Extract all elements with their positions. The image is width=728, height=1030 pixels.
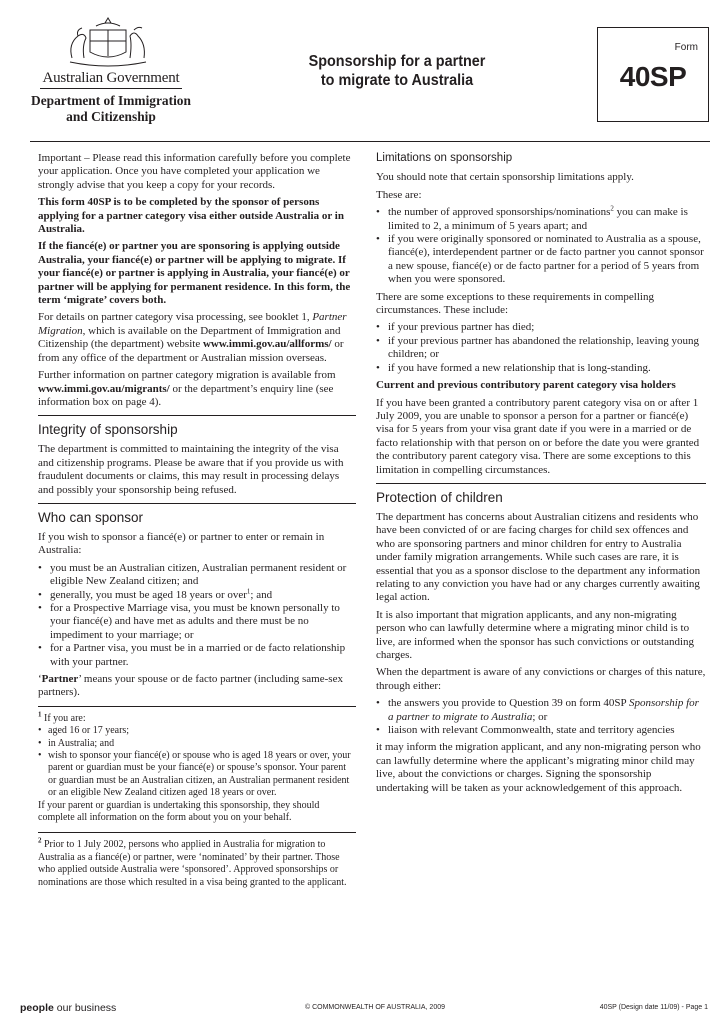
footnote-number: 2: [38, 837, 42, 846]
footnote-2: [38, 832, 356, 889]
page-info: 40SP (Design date 11/09) - Page 1: [599, 1004, 708, 1011]
copyright-text: © COMMONWEALTH OF AUSTRALIA, 2009: [305, 1004, 445, 1011]
list-item: • for a Partner visa, you must be in a married or de facto relationship with your partner.: [38, 642, 356, 669]
list-item-text: ; or: [532, 710, 548, 723]
header-divider: [30, 141, 710, 142]
list-item: [376, 206, 706, 233]
limitations-intro: You should note that certain sponsorship limitations apply.: [376, 171, 634, 184]
page-title: [281, 52, 513, 90]
list-item-text: you can make is limited to 2, a minimum of 5 years apart; and: [388, 206, 688, 232]
details-text-b: , which is available on the Department of Immigration and Citizenship (the department) website: [38, 324, 341, 351]
children-paragraph-2: It is also important that migration applicants, and any non-migrating person who can lawfully determine where a migrating minor child is to live, are informed when the sponsor has such convictions or outstanding charges.: [376, 608, 695, 661]
list-item: • liaison with relevant Commonwealth, state and territory agencies: [376, 724, 706, 737]
children-paragraph-1: The department has concerns about Australian citizens and residents who have been convicted of or are facing charges for child sex offences and who are sponsoring partners and minor children for entry to Australia under family migration arrangements. While such cases are rare, it is essential that you as a sponsor disclose to the department any information relating to any conviction you have had or any charges currently awaiting legal action.: [376, 510, 701, 604]
form-number: 40SP: [619, 61, 687, 92]
partner-definition: [38, 673, 356, 700]
divider: [40, 88, 182, 89]
migrate-definition-text: If the fiancé(e) or partner you are sponsoring is applying outside Australia, your fiancé(e) or partner will be applying to migrate. If your fiancé(e) or partner is applying in Australia, your fiancé(e) or partner will be applying for permanent residence. In this form, the term ‘migrate’ covers both.: [38, 240, 351, 307]
list-item-text: generally, you must be aged 18 years or over: [50, 588, 247, 601]
list-item: • for a Prospective Marriage visa, you must be known personally to your fiancé(e) and have met as adults and there must be no impediment to your marriage; or: [38, 602, 356, 642]
children-paragraph-3: When the department is aware of any convictions or charges of this nature, through either:: [376, 666, 706, 692]
parent-visa-heading: Current and previous contributory parent category visa holders: [376, 379, 676, 392]
list-item: [376, 697, 706, 724]
list-item-text: ; and: [250, 588, 273, 601]
footnote-1-intro: [38, 710, 356, 725]
parent-visa-text: If you have been granted a contributory parent category visa on or after 1 July 2009, you are unable to sponsor a person for a partner or fiancé(e) visa for 5 years from your visa grant date if you were in a married or de facto relationship with that person on or before the date you were granted the contributory parent category visa. There are some exceptions to this limitation in compelling circumstances.: [376, 396, 700, 476]
department-name: [30, 93, 192, 124]
footnote-ref: 1: [246, 586, 251, 595]
right-column: [376, 152, 706, 799]
allforms-link[interactable]: www.immi.gov.au/allforms/: [202, 338, 332, 351]
who-list: [38, 562, 356, 669]
footnote-1-list: [38, 725, 356, 799]
exceptions-list: [376, 321, 706, 375]
brand-tagline: [20, 1002, 116, 1014]
list-item: • if your previous partner has abandoned the relationship, leaving young children; or: [376, 335, 706, 362]
protection-heading: Protection of children: [376, 483, 706, 508]
list-item: • aged 16 or 17 years;: [38, 725, 356, 737]
these-are-text: These are:: [376, 188, 422, 201]
form-title-reference: Sponsorship for a partner to migrate to Australia: [388, 697, 699, 723]
list-item: • if you have formed a new relationship that is long-standing.: [376, 362, 706, 375]
government-name: Australian Government: [42, 70, 180, 86]
form-number-box: [597, 27, 709, 122]
further-text-a: Further information on partner category migration is available from: [38, 369, 336, 382]
brand-rest: our business: [53, 1002, 117, 1014]
list-item: • if you were originally sponsored or nominated to Australia as a spouse, fiancé(e), interdependent partner or de facto partner you cannot sponsor a new spouse, fiancé(e) or de facto partner for a period of 5 years from when you were sponsored.: [376, 233, 706, 287]
footnote-1-end: If your parent or guardian is undertaking this sponsorship, they should complete all information on the form about you on your behalf.: [38, 799, 320, 824]
title-line-1: Sponsorship for a partner: [308, 53, 486, 70]
booklet-title: Partner Migration: [38, 311, 347, 337]
department-line-1: Department of Immigration: [31, 93, 191, 108]
list-item: • you must be an Australian citizen, Australian permanent resident or eligible New Zealand citizen; and: [38, 562, 356, 589]
details-text-a: For details on partner category visa processing, see booklet 1,: [38, 311, 313, 324]
footnote-text: If you are:: [41, 712, 86, 724]
limitations-heading: Limitations on sponsorship: [376, 152, 513, 164]
list-item-text: the number of approved sponsorships/nominations: [388, 206, 611, 219]
migrants-link[interactable]: www.immi.gov.au/migrants/: [38, 382, 170, 395]
form-purpose-text: This form 40SP is to be completed by the sponsor of persons applying for a partner category visa either outside Australia or in Australia.: [38, 196, 344, 236]
further-text-b: or the department’s enquiry line (see information box on page 4).: [38, 382, 334, 408]
footnote-text: Prior to 1 July 2002, persons who applied in Australia for migration to Australia as a fiancé(e) or partner, were ‘nominated’ by their partner. Those who applied outside Australia were ‘sponsored’. Approved sponsorships or nominations are those which resulted in a visa being granted to the applicant.: [38, 839, 347, 888]
details-paragraph: [38, 311, 356, 365]
brand-bold: people: [20, 1002, 54, 1014]
children-paragraph-4: it may inform the migration applicant, and any non-migrating person who can lawfully determine where the applicant’s migrating minor child may live, about the convictions or charges. Signing the sponsorship undertaking will be taken as your acknowledgement of this approach.: [376, 741, 701, 794]
footnote-number: 1: [38, 710, 42, 719]
partner-definition-text: ’ means your spouse or de facto partner (including same-sex partners).: [38, 673, 343, 699]
left-column: [38, 152, 356, 889]
list-item: • wish to sponsor your fiancé(e) or spouse who is aged 18 years or over, your parent or guardian must be your fiancé(e) or spouse’s sponsor. Your parent or guardian must be an Australian citizen, an Australian permanent resident or an eligible New Zealand citizen aged 18 years or over.: [38, 750, 356, 800]
integrity-heading: Integrity of sponsorship: [38, 415, 356, 440]
further-info-paragraph: [38, 369, 356, 409]
who-can-sponsor-heading: Who can sponsor: [38, 503, 356, 528]
intro-text: Important – Please read this information carefully before you complete your application. Once you have completed your application we strongly advise that you keep a copy for your records.: [38, 152, 351, 191]
limitations-list: [376, 206, 706, 286]
title-line-2: to migrate to Australia: [320, 72, 474, 89]
list-item: [38, 586, 356, 602]
partner-term: Partner: [41, 673, 79, 685]
who-intro-text: If you wish to sponsor a fiancé(e) or partner to enter or remain in Australia:: [38, 530, 325, 557]
coat-of-arms-icon: [60, 14, 156, 70]
integrity-text: The department is committed to maintaining the integrity of the visa and citizenship programs. Please be aware that if you provide us with fraudulent documents or claims, this may result in processing delays and possibly your sponsorship being refused.: [38, 443, 344, 496]
department-line-2: and Citizenship: [66, 108, 156, 124]
form-label: Form: [674, 42, 698, 53]
footer: [0, 1002, 728, 1016]
exceptions-text: There are some exceptions to these requirements in compelling circumstances. These include:: [376, 290, 654, 317]
list-item: • if your previous partner has died;: [376, 321, 706, 334]
list-item-text: the answers you provide to Question 39 on form 40SP: [388, 697, 629, 710]
details-text-c: or from any office of the department or Australian mission overseas.: [38, 338, 344, 364]
footnote-1: [38, 706, 356, 825]
list-item: • in Australia; and: [38, 738, 356, 750]
quote-mark: ‘: [38, 673, 42, 685]
children-list: [376, 697, 706, 737]
footnote-ref: 2: [610, 204, 614, 213]
